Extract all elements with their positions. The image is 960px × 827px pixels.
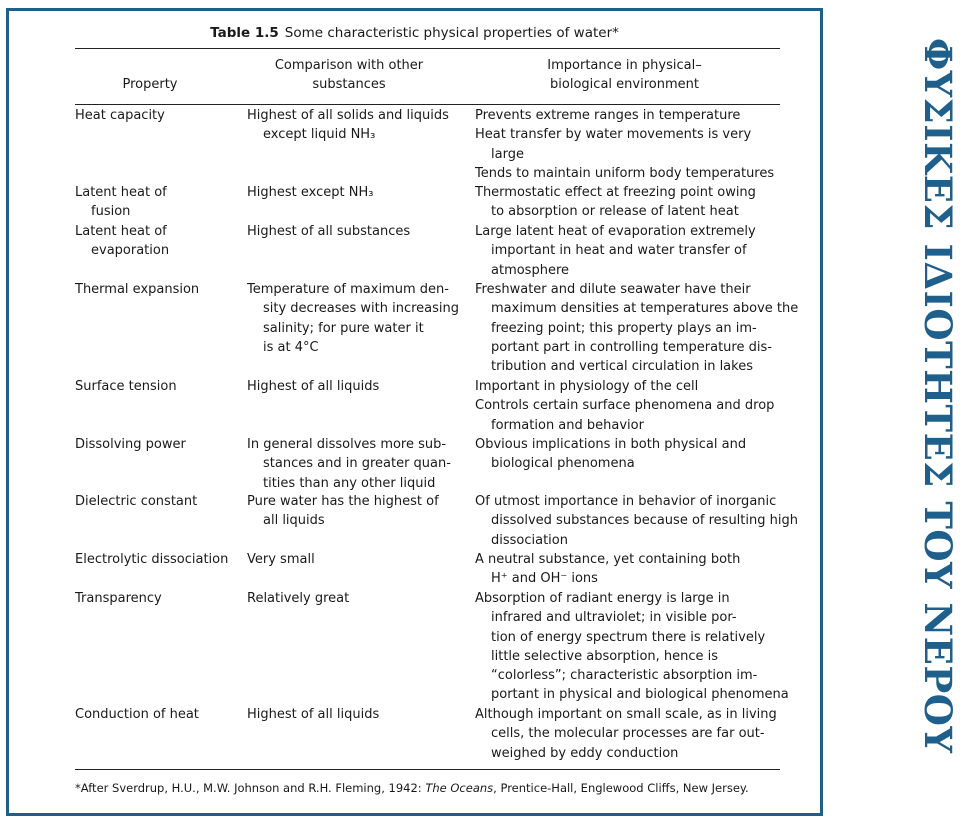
cell-line: is at 4°C bbox=[263, 339, 319, 355]
top-rule bbox=[75, 48, 780, 49]
cell-line: Important in physiology of the cell bbox=[475, 379, 699, 394]
bottom-rule bbox=[75, 769, 780, 770]
cell-line: Highest of all substances bbox=[247, 224, 411, 239]
comparison-cell bbox=[247, 435, 451, 493]
cell-line: fusion bbox=[91, 204, 131, 220]
footnote-book: The Oceans bbox=[425, 781, 494, 795]
importance-cell bbox=[475, 589, 789, 705]
comparison-cell bbox=[247, 550, 315, 569]
importance-cell bbox=[475, 222, 756, 280]
cell-line: cells, the molecular processes are far out- bbox=[491, 726, 765, 742]
cell-line: evaporation bbox=[91, 243, 170, 259]
cell-line: In general dissolves more sub- bbox=[247, 437, 447, 452]
cell-line: dissociation bbox=[491, 532, 568, 548]
comparison-cell bbox=[247, 705, 379, 724]
cell-line: biological phenomena bbox=[491, 456, 635, 472]
comparison-cell bbox=[247, 280, 459, 357]
cell-line: Temperature of maximum den- bbox=[247, 282, 449, 297]
importance-cell bbox=[475, 435, 746, 474]
cell-line: formation and behavior bbox=[491, 417, 644, 433]
cell-line: atmosphere bbox=[491, 262, 569, 278]
cell-line: Absorption of radiant energy is large in bbox=[475, 591, 730, 606]
cell-line: Latent heat of bbox=[75, 224, 167, 239]
cell-line: Highest of all solids and liquids bbox=[247, 108, 449, 123]
cell-line: Very small bbox=[247, 552, 315, 567]
header-importance bbox=[469, 56, 780, 94]
cell-line: stances and in greater quan- bbox=[263, 456, 451, 472]
cell-line: all liquids bbox=[263, 513, 325, 529]
cell-line: large bbox=[491, 146, 524, 162]
property-cell bbox=[75, 705, 199, 724]
importance-cell bbox=[475, 183, 756, 222]
cell-line: Highest except NH₃ bbox=[247, 185, 374, 200]
comparison-cell bbox=[247, 222, 410, 241]
cell-line: Large latent heat of evaporation extremely bbox=[475, 224, 756, 239]
cell-line: tion of energy spectrum there is relatively bbox=[491, 629, 766, 645]
property-cell bbox=[75, 377, 177, 396]
comparison-cell bbox=[247, 492, 439, 531]
cell-line: Although important on small scale, as in living bbox=[475, 707, 777, 722]
table-caption: Some characteristic physical properties of water* bbox=[284, 25, 619, 41]
cell-line: Conduction of heat bbox=[75, 707, 199, 722]
footnote bbox=[75, 781, 749, 795]
footnote-suffix: , Prentice-Hall, Englewood Cliffs, New Jersey. bbox=[493, 781, 749, 795]
cell-line: Transparency bbox=[75, 591, 162, 606]
cell-line: tribution and vertical circulation in lakes bbox=[491, 359, 753, 375]
cell-line: Heat capacity bbox=[75, 108, 165, 123]
cell-line: freezing point; this property plays an im- bbox=[491, 320, 757, 336]
cell-line: Latent heat of bbox=[75, 185, 167, 200]
cell-line: Prevents extreme ranges in temperature bbox=[475, 108, 741, 123]
cell-line: Of utmost importance in behavior of inorganic bbox=[475, 494, 777, 509]
cell-line: Pure water has the highest of bbox=[247, 494, 439, 509]
importance-cell bbox=[475, 705, 777, 763]
cell-line: to absorption or release of latent heat bbox=[491, 204, 739, 220]
cell-line: Highest of all liquids bbox=[247, 707, 380, 722]
comparison-cell bbox=[247, 183, 373, 202]
header-line: Comparison with other bbox=[274, 58, 424, 73]
cell-line: except liquid NH₃ bbox=[263, 127, 376, 143]
table-label: Table 1.5 bbox=[210, 25, 279, 41]
cell-line: infrared and ultraviolet; in visible por- bbox=[491, 610, 737, 626]
comparison-cell bbox=[247, 589, 349, 608]
cell-line: H⁺ and OH⁻ ions bbox=[491, 571, 598, 587]
importance-cell bbox=[475, 492, 798, 550]
header-line: Importance in physical– bbox=[547, 58, 702, 73]
table-frame bbox=[6, 8, 823, 816]
property-cell bbox=[75, 106, 165, 125]
property-cell bbox=[75, 550, 228, 569]
cell-line: maximum densities at temperatures above the bbox=[491, 301, 799, 317]
cell-line: Thermal expansion bbox=[75, 282, 200, 297]
cell-line: Surface tension bbox=[75, 379, 177, 394]
header-line: substances bbox=[312, 77, 386, 92]
comparison-cell bbox=[247, 377, 379, 396]
importance-cell bbox=[475, 106, 774, 183]
cell-line: Controls certain surface phenomena and drop bbox=[475, 398, 775, 414]
footnote-prefix: *After Sverdrup, H.U., M.W. Johnson and R.H. Fleming, 1942: bbox=[75, 781, 426, 795]
cell-line: Obvious implications in both physical and bbox=[475, 437, 747, 452]
cell-line: salinity; for pure water it bbox=[263, 320, 424, 336]
header-line: biological environment bbox=[550, 77, 699, 92]
importance-cell bbox=[475, 280, 798, 376]
cell-line: Thermostatic effect at freezing point owing bbox=[475, 185, 756, 200]
cell-line: “colorless”; characteristic absorption im- bbox=[491, 668, 758, 684]
cell-line: Dielectric constant bbox=[75, 494, 198, 509]
header-property bbox=[75, 75, 225, 94]
cell-line: important in heat and water transfer of bbox=[491, 243, 747, 259]
side-title: ΦΥΣΙΚΕΣ ΙΔΙΟΤΗΤΕΣ ΤΟΥ ΝΕΡΟΥ bbox=[916, 38, 960, 754]
property-cell bbox=[75, 435, 186, 454]
cell-line: portant in physical and biological phenomena bbox=[491, 687, 789, 703]
cell-line: sity decreases with increasing bbox=[263, 301, 460, 317]
cell-line: Dissolving power bbox=[75, 437, 186, 452]
comparison-cell bbox=[247, 106, 449, 145]
importance-cell bbox=[475, 377, 774, 435]
cell-line: portant part in controlling temperature dis- bbox=[491, 339, 772, 355]
cell-line: Electrolytic dissociation bbox=[75, 552, 229, 567]
cell-line: tities than any other liquid bbox=[263, 475, 436, 491]
table-title bbox=[9, 25, 820, 41]
cell-line: Highest of all liquids bbox=[247, 379, 380, 394]
cell-line: Freshwater and dilute seawater have their bbox=[475, 282, 751, 297]
property-cell bbox=[75, 280, 199, 299]
property-cell bbox=[75, 183, 167, 222]
cell-line: weighed by eddy conduction bbox=[491, 745, 679, 761]
cell-line: dissolved substances because of resulting high bbox=[491, 513, 798, 529]
property-cell bbox=[75, 589, 162, 608]
property-cell bbox=[75, 222, 169, 261]
cell-line: A neutral substance, yet containing both bbox=[475, 552, 741, 567]
importance-cell bbox=[475, 550, 740, 589]
header-line: Property bbox=[122, 77, 178, 92]
cell-line: Relatively great bbox=[247, 591, 350, 606]
header-comparison bbox=[239, 56, 459, 94]
cell-line: little selective absorption, hence is bbox=[491, 648, 719, 664]
cell-line: Heat transfer by water movements is very bbox=[475, 127, 752, 143]
cell-line: Tends to maintain uniform body temperatures bbox=[475, 165, 775, 181]
header-rule bbox=[75, 104, 780, 105]
property-cell bbox=[75, 492, 197, 511]
